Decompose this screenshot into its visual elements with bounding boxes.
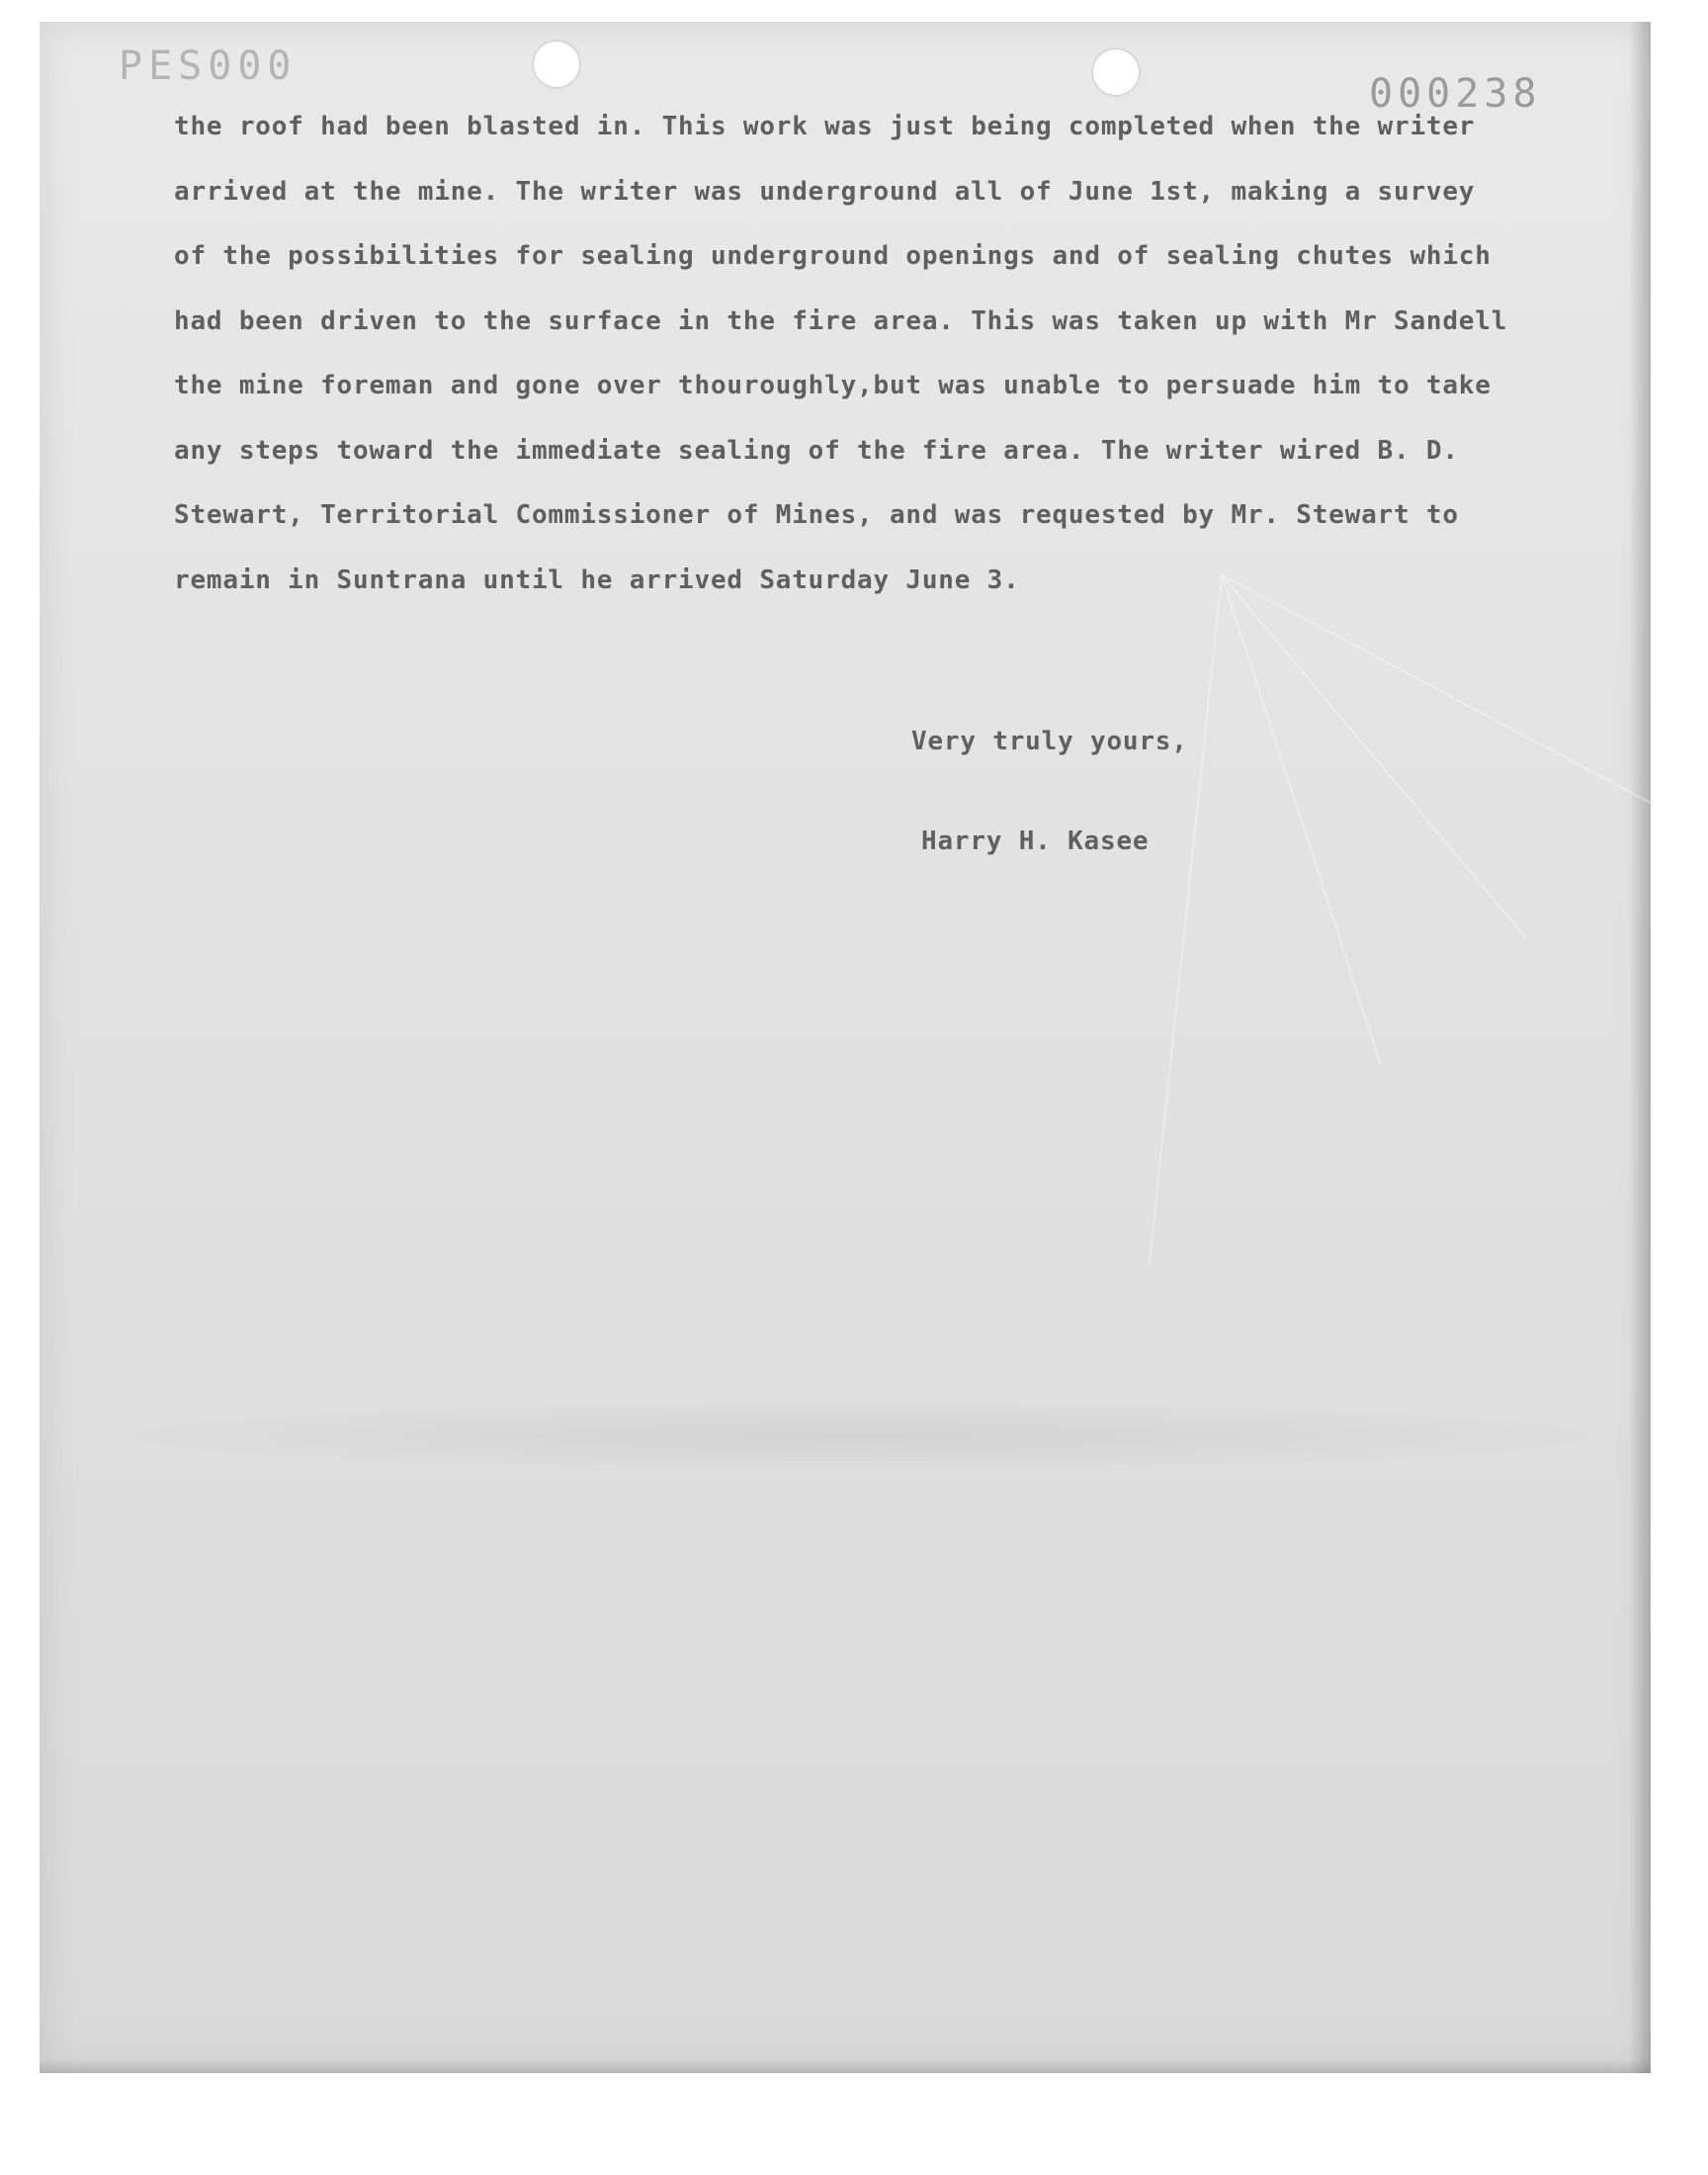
paper-crease: [1221, 574, 1527, 939]
punch-hole: [534, 42, 579, 87]
body-line: remain in Suntrana until he arrived Saturday June 3.: [174, 565, 1020, 595]
punch-hole: [1093, 49, 1139, 95]
body-line: Stewart, Territorial Commissioner of Mines, and was requested by Mr. Stewart to: [174, 500, 1459, 530]
paper-crease: [1149, 575, 1223, 1263]
body-line: arrived at the mine. The writer was underground all of June 1st, making a survey: [174, 176, 1476, 207]
fold-stain: [89, 1401, 1631, 1470]
paper-bottom-shadow: [40, 2059, 1651, 2073]
body-line: any steps toward the immediate sealing of the fire area. The writer wired B. D.: [174, 435, 1459, 466]
body-line: the mine foreman and gone over thouroughly,but was unable to persuade him to take: [174, 371, 1492, 400]
letter-body: [174, 95, 1538, 613]
letter-signature: Harry H. Kasee: [921, 826, 1150, 856]
body-line: had been driven to the surface in the fire area. This was taken up with Mr Sandell: [174, 305, 1508, 336]
letter-closing: Very truly yours,: [911, 727, 1188, 756]
paper-edge-shadow: [1629, 22, 1651, 2073]
body-line: the roof had been blasted in. This work was just being completed when the writer: [174, 112, 1476, 141]
body-line: of the possibilities for sealing underground openings and of sealing chutes which: [174, 241, 1492, 271]
page-id-stamp: PES000: [119, 44, 298, 89]
page-number-stamp: 000238: [1369, 71, 1542, 117]
